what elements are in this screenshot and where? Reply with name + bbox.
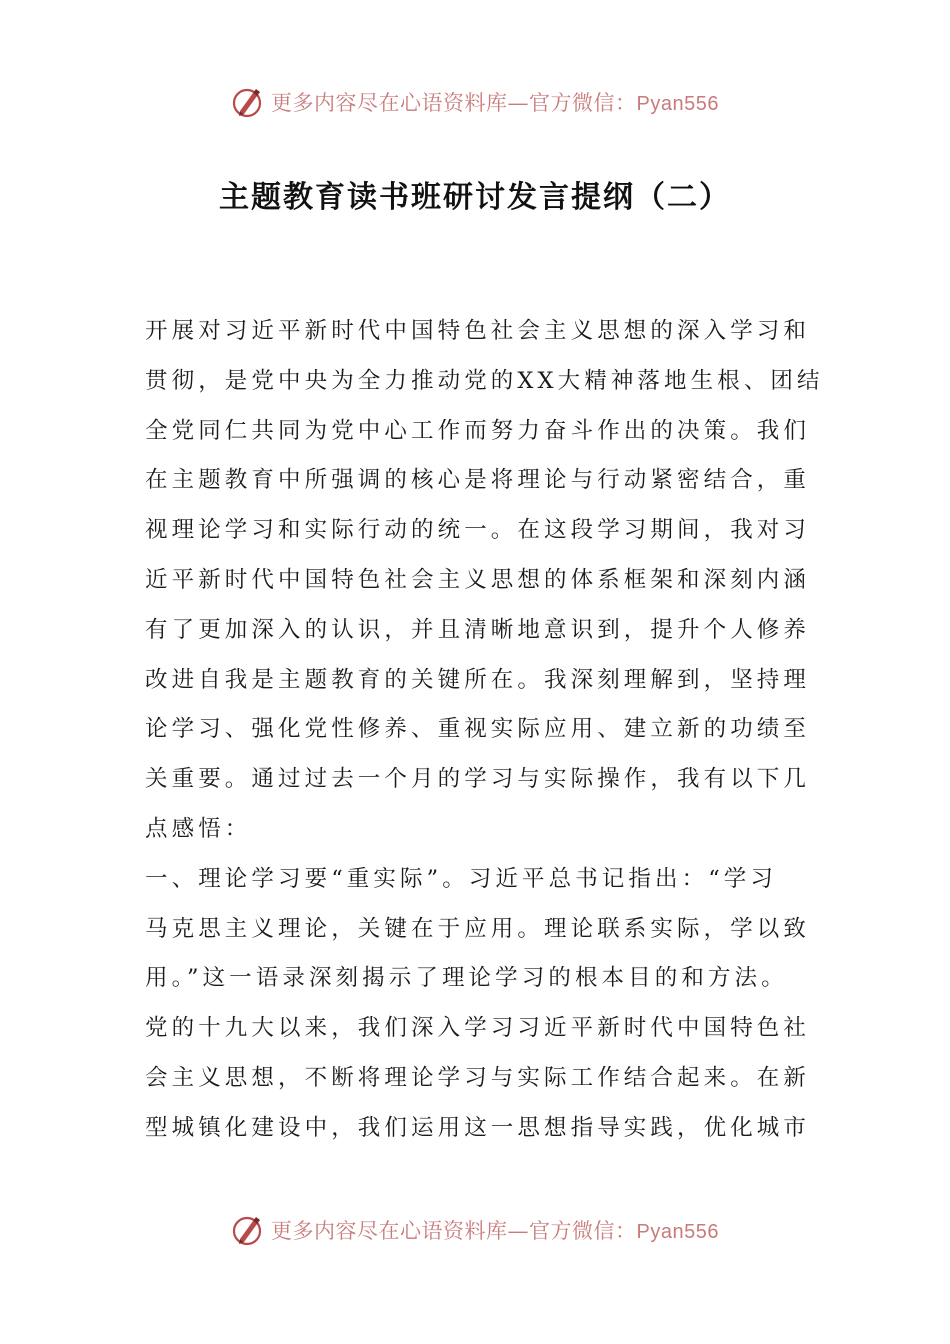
text-line: 用。”这一语录深刻揭示了理论学习的根本目的和方法。	[145, 965, 788, 992]
text-line: 党的十九大以来，我们深入学习习近平新时代中国特色社	[145, 1015, 811, 1042]
text-line: 型城镇化建设中，我们运用这一思想指导实践，优化城市	[145, 1114, 811, 1141]
text-line: 论学习、强化党性修养、重视实际应用、建立新的功绩至	[145, 716, 811, 743]
header-watermark	[0, 80, 950, 124]
text-line: 贯彻，是党中央为全力推动党的XX大精神落地生根、团结	[145, 367, 824, 394]
text-line: 在主题教育中所强调的核心是将理论与行动紧密结合，重	[145, 467, 811, 494]
watermark-text	[271, 87, 719, 117]
watermark-text	[271, 1215, 719, 1245]
pen-logo-icon	[231, 85, 265, 119]
text-line: 一、理论学习要“重实际”。习近平总书记指出：“学习	[145, 865, 778, 892]
text-line: 改进自我是主题教育的关键所在。我深刻理解到，坚持理	[145, 666, 811, 693]
watermark-cn: 更多内容尽在心语资料库—官方微信：	[271, 91, 637, 115]
body-text	[145, 307, 824, 1154]
text-line: 近平新时代中国特色社会主义思想的体系框架和深刻内涵	[145, 566, 811, 593]
page-title: 主题教育读书班研讨发言提纲（二）	[219, 180, 731, 215]
text-line: 点感悟：	[145, 815, 252, 842]
text-line: 有了更加深入的认识，并且清晰地意识到，提升个人修养	[145, 616, 811, 643]
text-line: 视理论学习和实际行动的统一。在这段学习期间，我对习	[145, 517, 811, 544]
text-line: 马克思主义理论，关键在于应用。理论联系实际，学以致	[145, 915, 811, 942]
text-line: 会主义思想，不断将理论学习与实际工作结合起来。在新	[145, 1064, 811, 1091]
text-line: 开展对习近平新时代中国特色社会主义思想的深入学习和	[145, 318, 811, 344]
watermark-wechat-id: Pyan556	[636, 93, 719, 115]
text-line: 全党同仁共同为党中心工作而努力奋斗作出的决策。我们	[145, 417, 811, 444]
watermark-wechat-id: Pyan556	[636, 1221, 719, 1243]
footer-watermark	[0, 1208, 950, 1252]
watermark-cn: 更多内容尽在心语资料库—官方微信：	[271, 1219, 637, 1243]
pen-logo-icon	[231, 1213, 265, 1247]
text-line: 关重要。通过过去一个月的学习与实际操作，我有以下几	[145, 766, 811, 793]
